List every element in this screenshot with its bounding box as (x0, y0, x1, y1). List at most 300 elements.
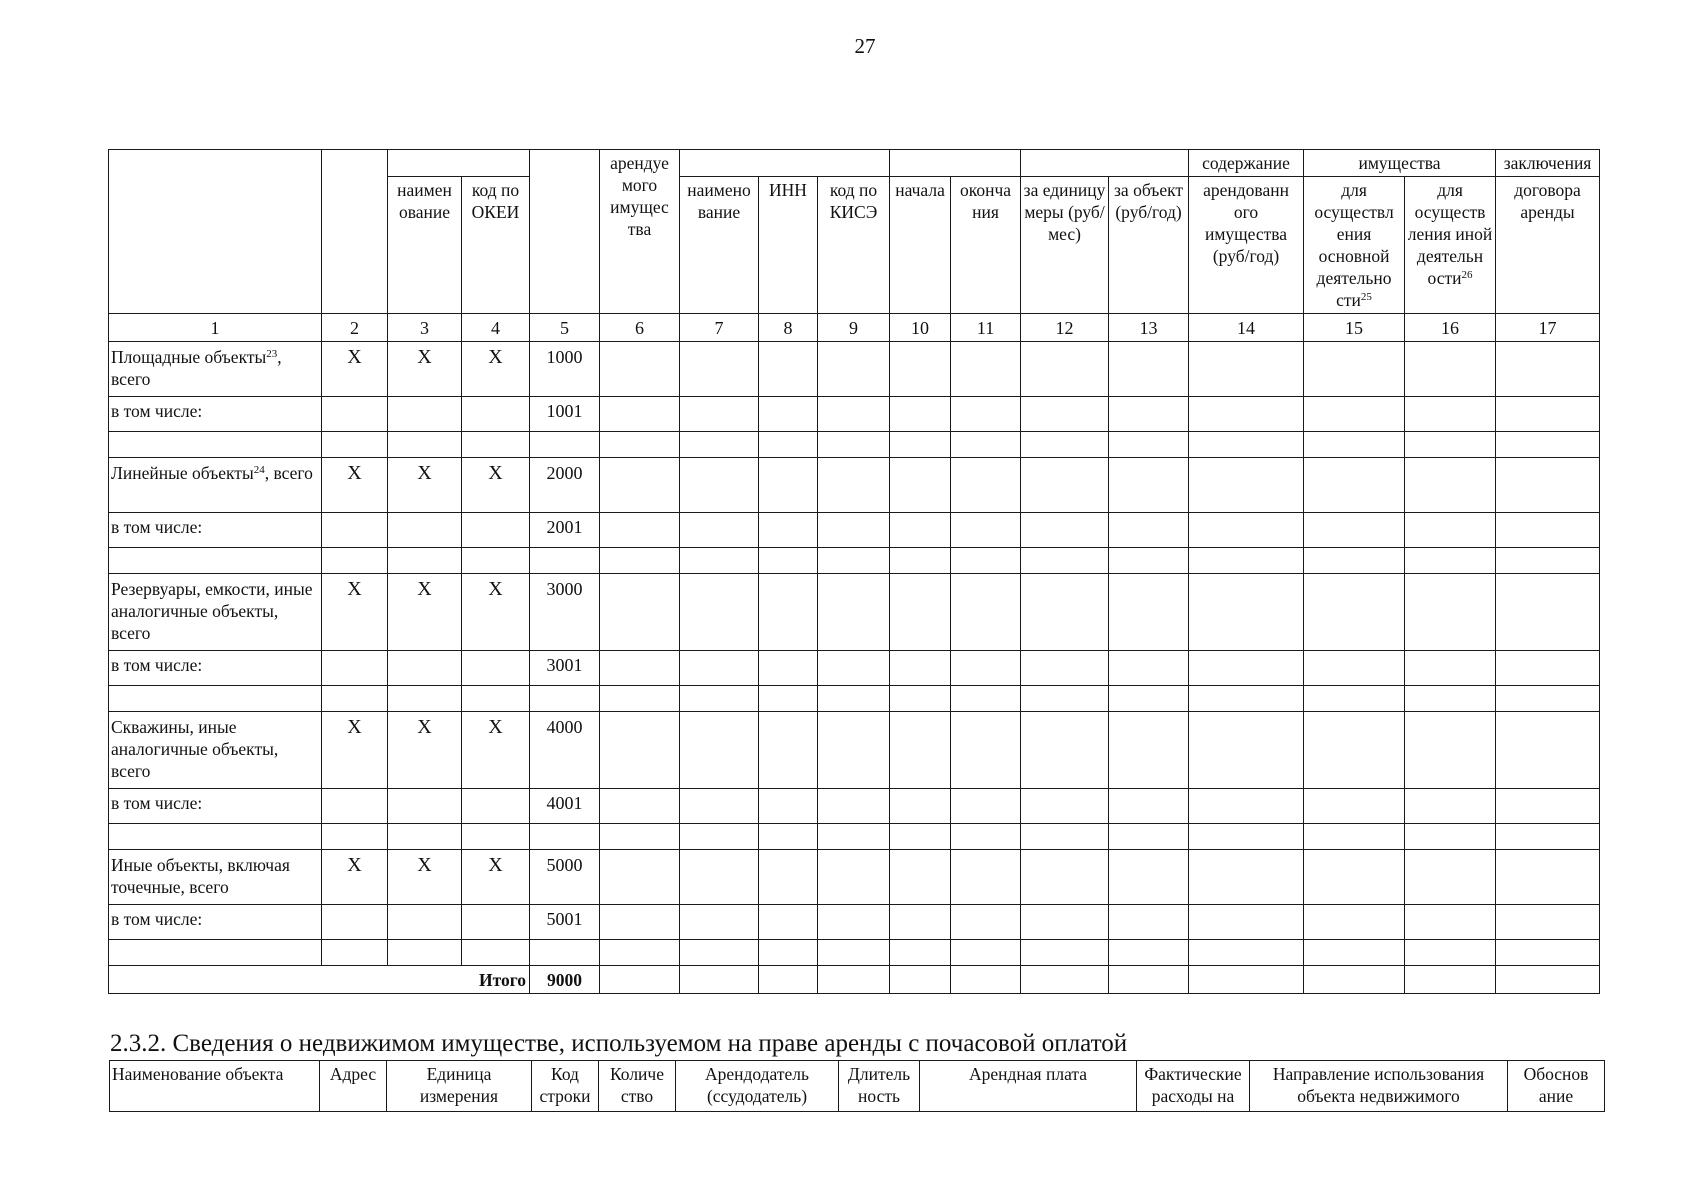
table-cell (951, 574, 1021, 651)
table-cell (462, 905, 530, 940)
header-maintenance: арендованн ого имущества (руб/год) (1189, 177, 1304, 314)
table-cell (818, 686, 890, 712)
table-cell (1189, 966, 1304, 994)
table-cell (1405, 905, 1496, 940)
column-number: 11 (951, 314, 1021, 342)
table-cell (1021, 548, 1109, 574)
table-cell (1405, 824, 1496, 850)
table-cell (600, 850, 680, 905)
table-cell (1496, 686, 1600, 712)
row-label: Линейные объекты$^{24}$, всего (109, 458, 322, 513)
table-row (109, 574, 1600, 651)
table-cell (680, 432, 759, 458)
table-cell (1496, 432, 1600, 458)
hourly-rent-column-header: Количе ство (599, 1061, 676, 1112)
table-cell (109, 686, 322, 712)
row-code: 3000 (530, 574, 600, 651)
table-cell (759, 397, 818, 432)
table-cell (1304, 686, 1405, 712)
header-cell-6: арендуе мого имущес тва (600, 150, 680, 314)
table-cell (1304, 850, 1405, 905)
table-cell (1496, 548, 1600, 574)
table-cell (1304, 342, 1405, 397)
x-mark: X (388, 850, 462, 905)
table-cell (1304, 789, 1405, 824)
table-cell (1405, 850, 1496, 905)
table-cell (890, 651, 951, 686)
table-cell (680, 458, 759, 513)
rented-property-table (108, 149, 1600, 994)
table-cell (388, 548, 462, 574)
header-end: оконча ния (951, 177, 1021, 314)
table-cell (600, 712, 680, 789)
table-cell (600, 397, 680, 432)
table-cell (1405, 940, 1496, 966)
hourly-rent-column-header: Арендная плата (920, 1061, 1137, 1112)
table-cell (890, 397, 951, 432)
table-cell (1021, 651, 1109, 686)
table-cell (951, 342, 1021, 397)
table-cell (322, 905, 388, 940)
table-cell (818, 712, 890, 789)
table-cell (951, 712, 1021, 789)
header-other-activity: для осуществ ления иной деятельн ости$^{26}$ (1405, 177, 1496, 314)
table-cell (1405, 686, 1496, 712)
table-cell: в том числе: (109, 789, 322, 824)
table-cell (1021, 342, 1109, 397)
table-cell (1189, 574, 1304, 651)
table-cell (388, 686, 462, 712)
table-row (109, 850, 1600, 905)
table-cell (1405, 651, 1496, 686)
table-cell (1496, 651, 1600, 686)
table-cell (1304, 458, 1405, 513)
table-cell (1496, 458, 1600, 513)
header-cell-14: содержание (1189, 150, 1304, 177)
table-cell (1021, 686, 1109, 712)
hourly-rent-column-header: Направление использования объекта недвижимого (1250, 1061, 1508, 1112)
header-cell-2 (322, 150, 388, 314)
table-cell (951, 966, 1021, 994)
x-mark: X (322, 850, 388, 905)
table-cell (680, 940, 759, 966)
hourly-rent-column-header: Код строки (532, 1061, 599, 1112)
table-cell (890, 458, 951, 513)
table-cell (890, 940, 951, 966)
table-cell (1109, 397, 1189, 432)
header-lessor-name: наимено вание (680, 177, 759, 314)
table-cell (951, 397, 1021, 432)
section-title: 2.3.2. Сведения о недвижимом имуществе, используемом на праве аренды с почасовой оплатой (110, 1030, 1128, 1057)
table-cell (1021, 458, 1109, 513)
page-number: 27 (854, 34, 876, 58)
column-number: 10 (890, 314, 951, 342)
header-okei-code: код по ОКЕИ (462, 177, 530, 314)
table-cell (1496, 712, 1600, 789)
column-number: 4 (462, 314, 530, 342)
table-cell: в том числе: (109, 651, 322, 686)
table-cell (1405, 513, 1496, 548)
table-cell (680, 513, 759, 548)
table-cell (759, 940, 818, 966)
table-cell (388, 905, 462, 940)
table-cell (951, 513, 1021, 548)
table-row (109, 342, 1600, 397)
table-cell (890, 686, 951, 712)
table-cell (759, 548, 818, 574)
table-cell: 1001 (530, 397, 600, 432)
header-inn: ИНН (759, 177, 818, 314)
table-cell (759, 686, 818, 712)
table-cell (600, 513, 680, 548)
table-cell (1109, 966, 1189, 994)
table-cell: в том числе: (109, 397, 322, 432)
table-cell (951, 824, 1021, 850)
table-cell (1496, 966, 1600, 994)
table-cell (759, 712, 818, 789)
table-cell (1109, 850, 1189, 905)
table-cell (322, 651, 388, 686)
row-label: Скважины, иные аналогичные объекты, всего (109, 712, 322, 789)
table-cell (1304, 712, 1405, 789)
table-cell (680, 905, 759, 940)
table-cell (951, 850, 1021, 905)
table-cell (1109, 712, 1189, 789)
header-cell-17: заключения (1496, 150, 1600, 177)
table-row (109, 712, 1600, 789)
table-row (109, 940, 1600, 966)
column-number: 9 (818, 314, 890, 342)
table-cell (1496, 397, 1600, 432)
table-cell (818, 574, 890, 651)
table-cell (1189, 789, 1304, 824)
table-row (109, 905, 1600, 940)
table-cell (818, 513, 890, 548)
table-row (109, 651, 1600, 686)
table-cell (462, 789, 530, 824)
table-row (109, 513, 1600, 548)
table-cell (1496, 789, 1600, 824)
table-cell (109, 548, 322, 574)
table-cell (1109, 824, 1189, 850)
table-cell (1405, 966, 1496, 994)
row-label: Иные объекты, включая точечные, всего (109, 850, 322, 905)
table-cell (951, 905, 1021, 940)
table-cell (1109, 513, 1189, 548)
table-cell (818, 824, 890, 850)
row-label: Площадные объекты$^{23}$, всего (109, 342, 322, 397)
table-cell (1021, 574, 1109, 651)
table-row (109, 789, 1600, 824)
total-row (109, 966, 1600, 994)
table-cell (1109, 458, 1189, 513)
table-cell (680, 342, 759, 397)
table-cell (1189, 712, 1304, 789)
column-number: 2 (322, 314, 388, 342)
table-cell (600, 458, 680, 513)
total-label: Итого (109, 966, 530, 994)
table-cell (951, 651, 1021, 686)
table-cell (388, 789, 462, 824)
table-cell (1405, 397, 1496, 432)
table-cell (1405, 458, 1496, 513)
table-cell (1021, 905, 1109, 940)
table-cell (680, 850, 759, 905)
table-cell (1304, 966, 1405, 994)
table-cell (890, 905, 951, 940)
x-mark: X (462, 342, 530, 397)
hourly-rent-column-header: Обоснов ание (1508, 1061, 1605, 1112)
row-code: 2000 (530, 458, 600, 513)
table-cell (759, 342, 818, 397)
table-cell (462, 651, 530, 686)
table-cell (818, 458, 890, 513)
table-cell (1304, 513, 1405, 548)
table-row (109, 548, 1600, 574)
x-mark: X (388, 342, 462, 397)
table-cell (1189, 397, 1304, 432)
x-mark: X (388, 574, 462, 651)
table-cell (1109, 342, 1189, 397)
table-cell (1496, 513, 1600, 548)
header-row-top (109, 150, 1600, 177)
total-code: 9000 (530, 966, 600, 994)
table-cell (951, 940, 1021, 966)
table-cell (759, 850, 818, 905)
column-number: 15 (1304, 314, 1405, 342)
table-cell: 4001 (530, 789, 600, 824)
table-cell (680, 712, 759, 789)
table-cell (890, 432, 951, 458)
table-cell (1021, 397, 1109, 432)
table-cell (818, 651, 890, 686)
x-mark: X (322, 712, 388, 789)
hourly-rent-column-header: Наименование объекта (110, 1061, 320, 1112)
table-cell (1189, 432, 1304, 458)
table-cell (1021, 966, 1109, 994)
table-cell (759, 905, 818, 940)
hourly-rent-column-header: Длитель ность (839, 1061, 920, 1112)
table-cell (1189, 905, 1304, 940)
table-cell (530, 824, 600, 850)
table-cell (951, 789, 1021, 824)
table-cell (1189, 458, 1304, 513)
column-number: 14 (1189, 314, 1304, 342)
table-cell (818, 940, 890, 966)
table-row (109, 824, 1600, 850)
table-cell (818, 905, 890, 940)
table-cell (109, 824, 322, 850)
table-row (109, 686, 1600, 712)
table-cell (1405, 712, 1496, 789)
table-cell (462, 824, 530, 850)
table-cell (680, 548, 759, 574)
table-cell (388, 432, 462, 458)
table-cell (1405, 548, 1496, 574)
column-number: 17 (1496, 314, 1600, 342)
table-cell (680, 651, 759, 686)
x-mark: X (462, 712, 530, 789)
column-number: 5 (530, 314, 600, 342)
table-cell (109, 432, 322, 458)
table-cell (890, 513, 951, 548)
x-mark: X (462, 850, 530, 905)
table-cell (600, 789, 680, 824)
table-cell (1496, 850, 1600, 905)
table-cell (680, 966, 759, 994)
table-cell (322, 432, 388, 458)
table-cell (1304, 548, 1405, 574)
table-cell (1496, 824, 1600, 850)
table-cell: в том числе: (109, 905, 322, 940)
header-cell-1 (109, 150, 322, 314)
table-cell (1109, 432, 1189, 458)
x-mark: X (388, 712, 462, 789)
column-number: 3 (388, 314, 462, 342)
table-cell (322, 397, 388, 432)
table-cell (1304, 651, 1405, 686)
table-cell (759, 574, 818, 651)
table-cell (890, 850, 951, 905)
table-cell (818, 548, 890, 574)
table-cell (680, 686, 759, 712)
table-cell (951, 548, 1021, 574)
table-cell (759, 824, 818, 850)
table-cell (322, 940, 388, 966)
row-code: 1000 (530, 342, 600, 397)
table-cell (1496, 342, 1600, 397)
table-row (109, 432, 1600, 458)
table-cell (1304, 824, 1405, 850)
table-cell (759, 513, 818, 548)
table-cell (818, 966, 890, 994)
table-cell (890, 966, 951, 994)
table-cell (951, 432, 1021, 458)
table-cell (1189, 850, 1304, 905)
table-row (109, 458, 1600, 513)
table-cell (818, 850, 890, 905)
x-mark: X (322, 458, 388, 513)
column-number: 16 (1405, 314, 1496, 342)
table-cell (600, 940, 680, 966)
x-mark: X (462, 574, 530, 651)
table-cell (600, 905, 680, 940)
header-start: начала (890, 177, 951, 314)
hourly-rent-header-row (110, 1061, 1605, 1112)
table-cell (890, 824, 951, 850)
table-cell (530, 432, 600, 458)
table-cell (1021, 940, 1109, 966)
table-cell (1304, 574, 1405, 651)
table-cell (680, 574, 759, 651)
header-main-activity: для осуществл ения основной деятельно сти$^{25}$ (1304, 177, 1405, 314)
table-cell (890, 789, 951, 824)
x-mark: X (322, 342, 388, 397)
table-row (109, 397, 1600, 432)
hourly-rent-column-header: Адрес (320, 1061, 387, 1112)
header-per-unit: за единицу меры (руб/мес) (1021, 177, 1109, 314)
table-cell (1496, 940, 1600, 966)
table-cell (951, 686, 1021, 712)
table-cell (890, 548, 951, 574)
table-cell (680, 397, 759, 432)
table-cell (1189, 824, 1304, 850)
header-cell-15-16: имущества (1304, 150, 1496, 177)
table-cell (530, 548, 600, 574)
header-kise-code: код по КИСЭ (818, 177, 890, 314)
table-cell (462, 397, 530, 432)
table-cell (322, 686, 388, 712)
table-cell (759, 966, 818, 994)
column-number: 1 (109, 314, 322, 342)
table-cell (1109, 686, 1189, 712)
table-cell (388, 397, 462, 432)
table-cell (1109, 940, 1189, 966)
table-cell (1021, 513, 1109, 548)
table-cell (530, 940, 600, 966)
table-cell (600, 574, 680, 651)
table-cell (530, 686, 600, 712)
table-cell (1021, 432, 1109, 458)
table-cell (759, 789, 818, 824)
table-cell: в том числе: (109, 513, 322, 548)
table-cell (600, 432, 680, 458)
header-cell-10-11 (890, 150, 1021, 177)
table-cell (951, 458, 1021, 513)
table-cell (1189, 513, 1304, 548)
header-cell-7-9 (680, 150, 890, 177)
table-cell (462, 513, 530, 548)
column-number: 12 (1021, 314, 1109, 342)
table-cell (680, 824, 759, 850)
table-cell (1021, 850, 1109, 905)
header-cell-12-13 (1021, 150, 1189, 177)
table-cell (1496, 905, 1600, 940)
table-cell (1021, 712, 1109, 789)
column-number: 7 (680, 314, 759, 342)
table-cell (1109, 789, 1189, 824)
table-cell (600, 651, 680, 686)
table-cell (462, 432, 530, 458)
table-cell (1109, 548, 1189, 574)
table-cell (1021, 789, 1109, 824)
hourly-rent-column-header: Единица измерения (387, 1061, 532, 1112)
column-number: 8 (759, 314, 818, 342)
table-cell (818, 397, 890, 432)
table-cell (818, 342, 890, 397)
table-cell (890, 574, 951, 651)
row-code: 5000 (530, 850, 600, 905)
table-cell (1496, 574, 1600, 651)
table-cell (388, 824, 462, 850)
table-cell (462, 548, 530, 574)
table-cell (388, 513, 462, 548)
table-cell (1405, 574, 1496, 651)
header-cell-5 (530, 150, 600, 314)
table-cell (1189, 940, 1304, 966)
table-cell: 2001 (530, 513, 600, 548)
table-cell (109, 940, 322, 966)
table-cell: 5001 (530, 905, 600, 940)
row-label: Резервуары, емкости, иные аналогичные объекты, всего (109, 574, 322, 651)
table-cell (388, 940, 462, 966)
header-contract: договора аренды (1496, 177, 1600, 314)
hourly-rent-table (109, 1060, 1605, 1112)
table-cell (1304, 397, 1405, 432)
table-cell (680, 789, 759, 824)
column-number: 6 (600, 314, 680, 342)
table-cell (818, 432, 890, 458)
